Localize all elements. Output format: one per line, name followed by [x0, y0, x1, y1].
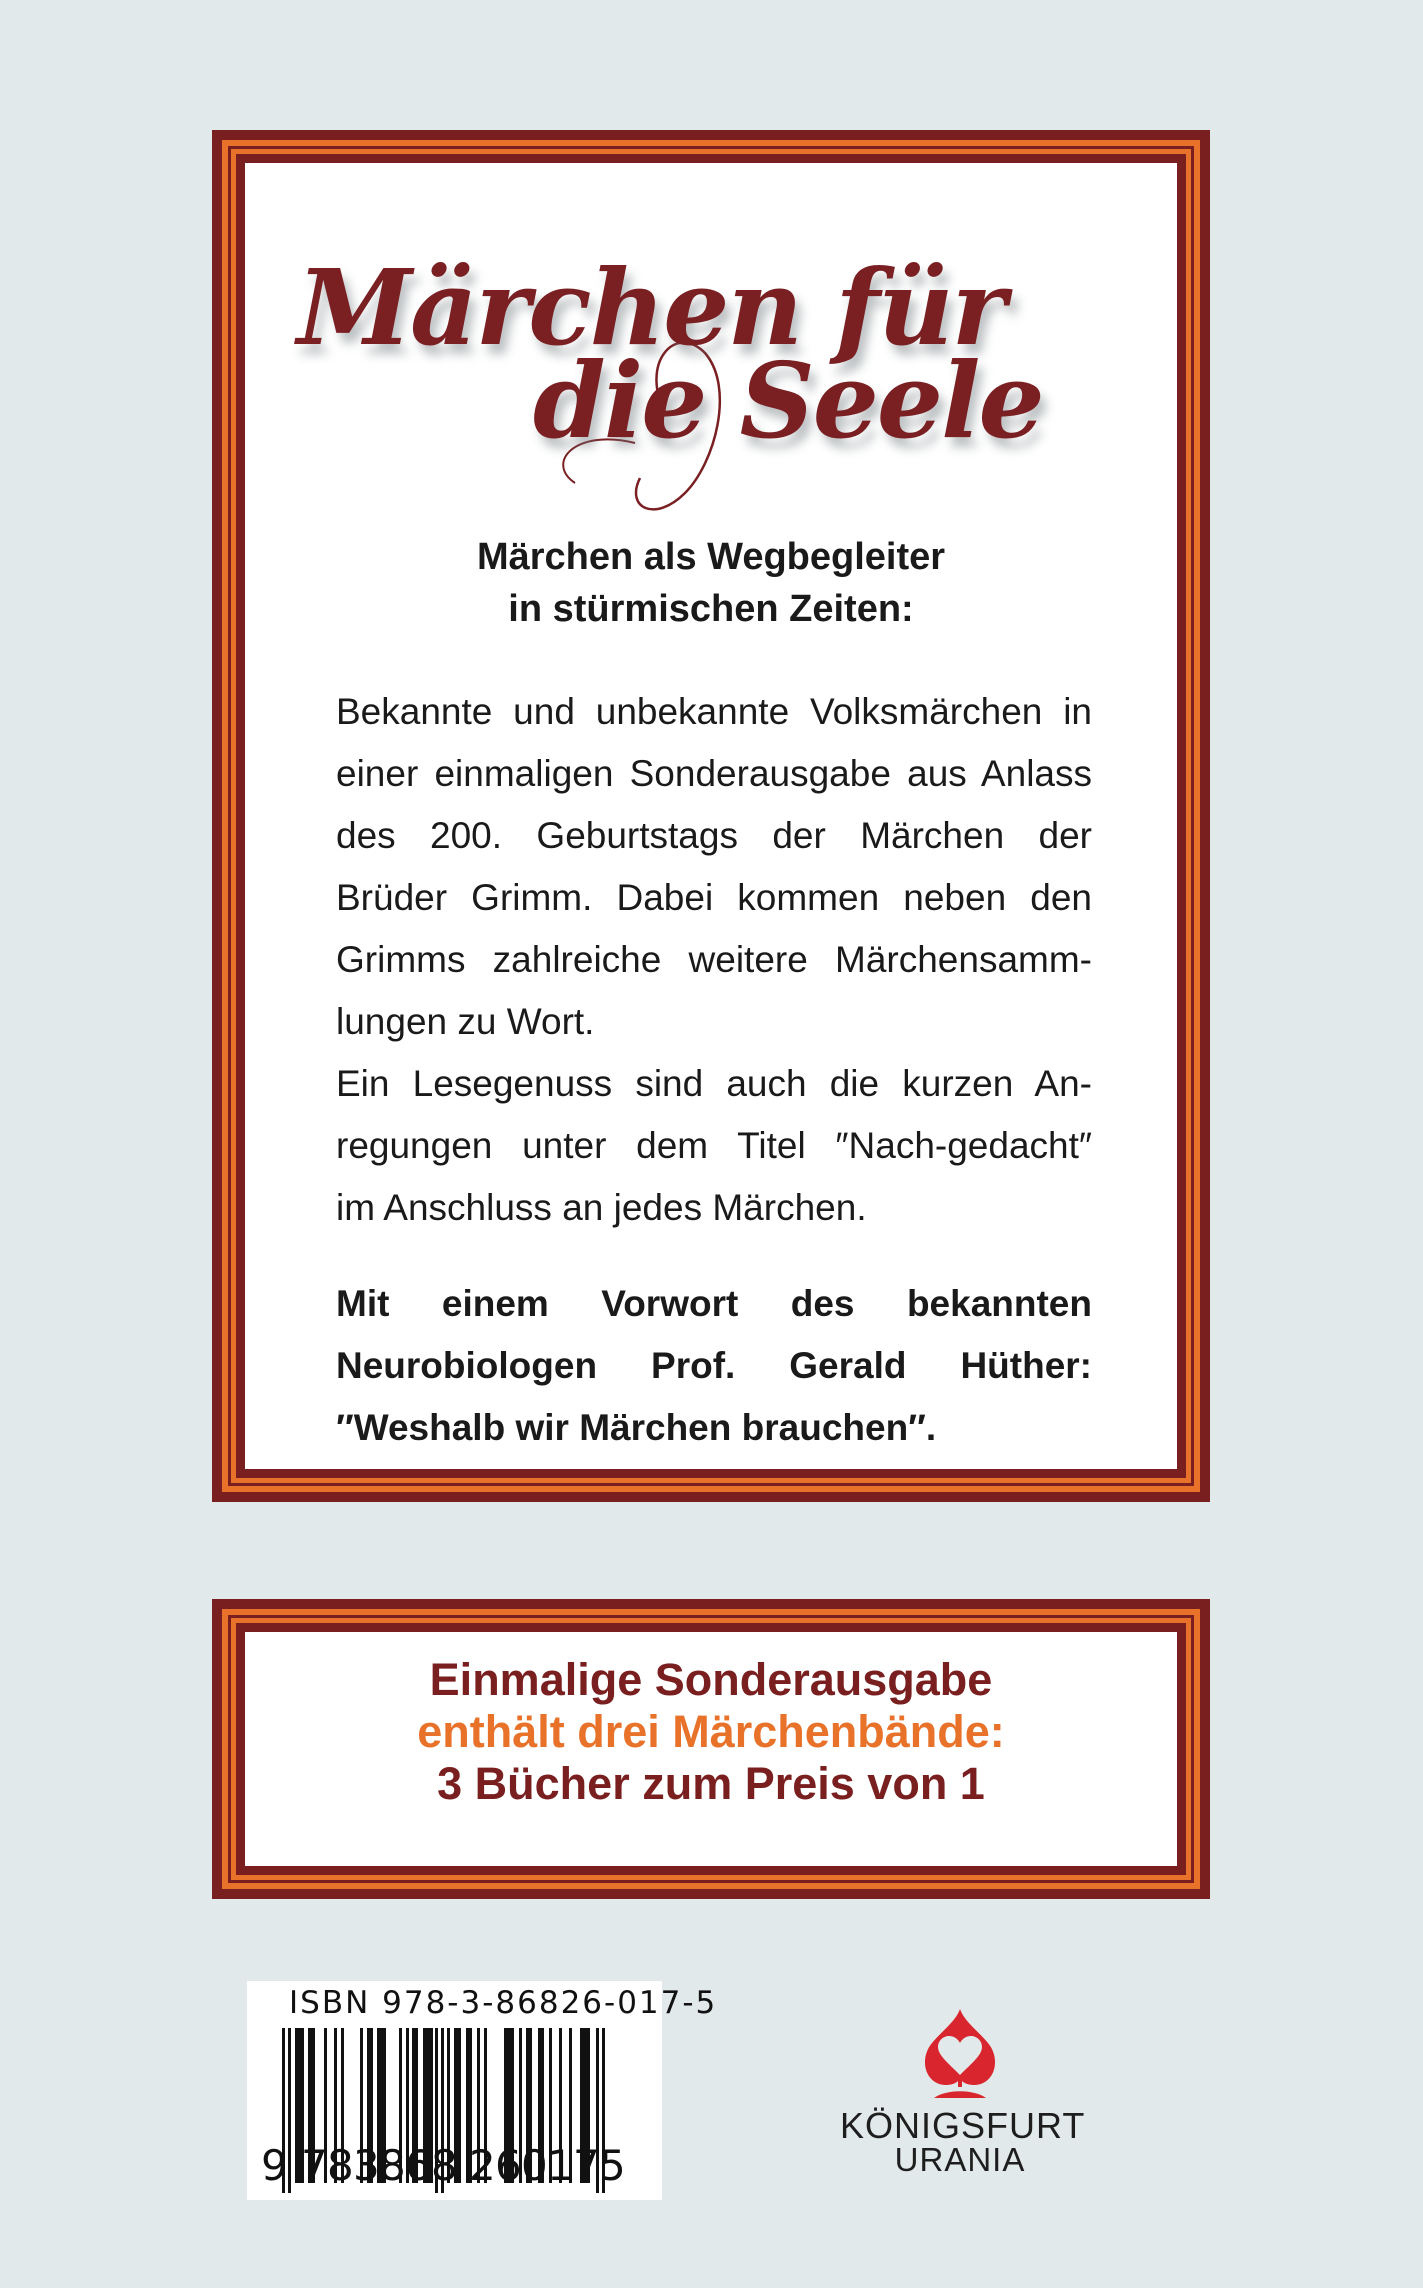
description-line: des 200. Geburtstags der Märchen der	[336, 815, 1092, 856]
foreword-line: Mit einem Vorwort des bekannten	[336, 1283, 1092, 1324]
description-line: im Anschluss an jedes Märchen.	[336, 1187, 867, 1228]
isbn-label: ISBN 978-3-86826-017-5	[289, 1985, 718, 2021]
description-line: einer einmaligen Sonderausgabe aus Anlass	[336, 753, 1092, 794]
book-title-line-1: Märchen für	[297, 246, 1005, 369]
description-text	[336, 681, 1092, 1239]
isbn-barcode: ISBN 978-3-86826-017-5 9 7 8 3 8 6 8 2 6 0 1 7 5	[247, 1981, 662, 2200]
description-line: Ein Lesegenuss sind auch die kurzen An-	[336, 1063, 1092, 1104]
promo-line-3: 3 Bücher zum Preis von 1	[437, 1758, 985, 1809]
description-line: Brüder Grimm. Dabei kommen neben den	[336, 877, 1092, 918]
description-frame	[212, 130, 1210, 1502]
promo-text	[245, 1654, 1177, 1810]
description-line: regungen unter dem Titel ″Nach-gedacht″	[336, 1125, 1092, 1166]
foreword-line: ″Weshalb wir Märchen brauchen″.	[336, 1407, 937, 1448]
subtitle-line-2: in stürmischen Zeiten:	[508, 588, 914, 630]
promo-frame	[212, 1599, 1210, 1899]
promo-line-2: enthält drei Märchenbände:	[417, 1706, 1005, 1757]
publisher-name: KÖNIGSFURT	[840, 2105, 1086, 2146]
foreword-text	[336, 1273, 1092, 1459]
book-title-line-2: die Seele	[533, 339, 1043, 462]
subtitle-line-1: Märchen als Wegbegleiter	[476, 536, 946, 578]
description-line: lungen zu Wort.	[336, 1001, 595, 1042]
publisher-logo	[840, 2005, 1086, 2185]
publisher-imprint: URANIA	[894, 2141, 1026, 2178]
description-panel	[245, 163, 1177, 1469]
promo-line-1: Einmalige Sonderausgabe	[429, 1654, 993, 1705]
promo-panel	[245, 1632, 1177, 1866]
spade-heart-icon	[912, 2005, 1008, 2101]
description-line: Grimms zahlreiche weitere Märchensamm-	[336, 939, 1092, 980]
description-line: Bekannte und unbekannte Volksmärchen in	[336, 691, 1092, 732]
subtitle	[245, 531, 1177, 635]
foreword-line: Neurobiologen Prof. Gerald Hüther:	[336, 1345, 1092, 1386]
